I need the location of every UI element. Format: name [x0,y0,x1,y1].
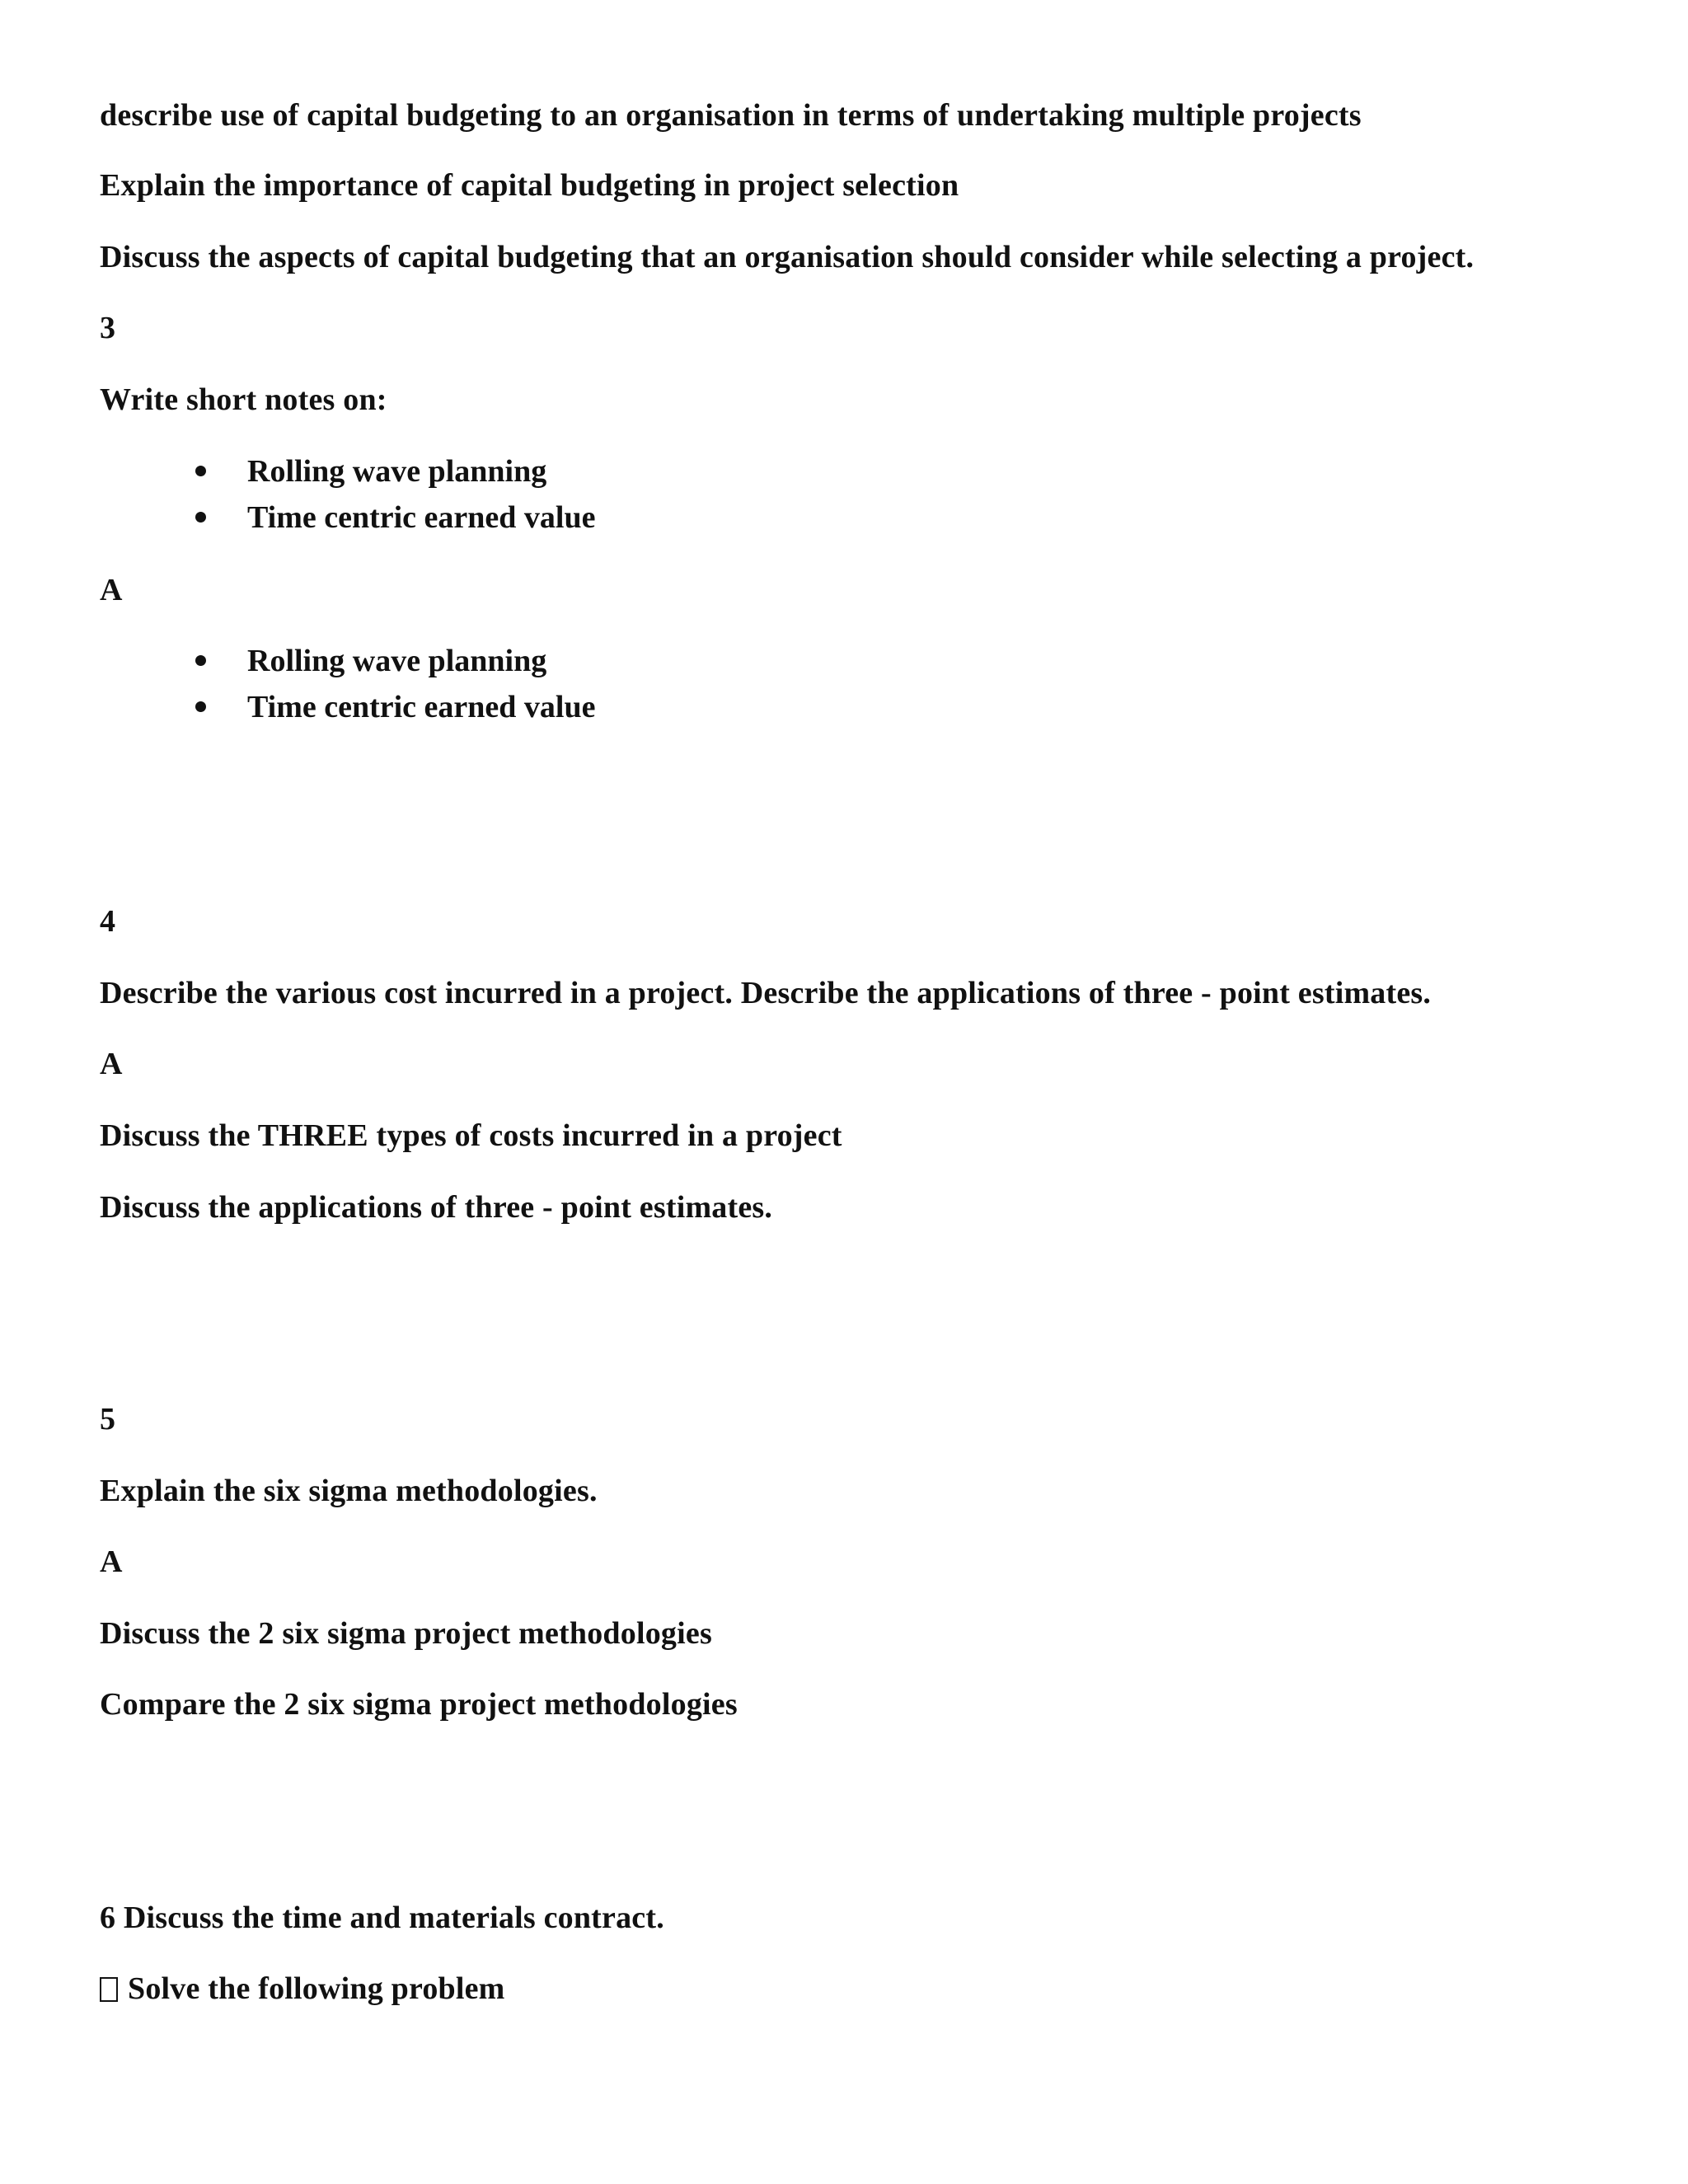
q5-number: 5 [100,1402,116,1436]
q4-number: 4 [100,904,116,939]
q5-prompt: Explain the six sigma methodologies. [100,1474,598,1508]
q3-number: 3 [100,311,116,345]
q3-answer-bullet-text: Rolling wave planning [247,644,547,678]
q2-line-2: Explain the importance of capital budgeting in project selection [100,168,959,203]
q3-prompt: Write short notes on: [100,382,387,417]
q6-sub-item-text: Solve the following problem [128,1971,505,2006]
q4-answer-line-2: Discuss the applications of three - point estimates. [100,1190,773,1225]
bullet-icon [195,466,206,476]
q3-answer-bullet-text: Time centric earned value [247,690,596,724]
missing-glyph-box-icon [100,1977,118,2002]
q5-answer-label: A [100,1544,123,1579]
bullet-icon [195,701,206,712]
q4-prompt: Describe the various cost incurred in a project. Describe the applications of three - point estimates. [100,976,1432,1010]
q3-bullet-text: Time centric earned value [247,500,596,535]
q3-answer-label: A [100,573,123,607]
q4-answer-label: A [100,1047,123,1081]
q4-answer-line-1: Discuss the THREE types of costs incurred in a project [100,1118,842,1153]
bullet-icon [195,512,206,523]
q2-line-3: Discuss the aspects of capital budgeting that an organisation should consider while selecting a project. [100,240,1475,274]
q6-sub-item [100,1971,505,2007]
q5-answer-line-2: Compare the 2 six sigma project methodologies [100,1687,738,1722]
q3-bullet-text: Rolling wave planning [247,454,547,489]
q5-answer-line-1: Discuss the 2 six sigma project methodologies [100,1616,712,1651]
q6-prompt: 6 Discuss the time and materials contract. [100,1900,664,1935]
bullet-icon [195,655,206,666]
q2-line-1: describe use of capital budgeting to an organisation in terms of undertaking multiple projects [100,98,1362,133]
